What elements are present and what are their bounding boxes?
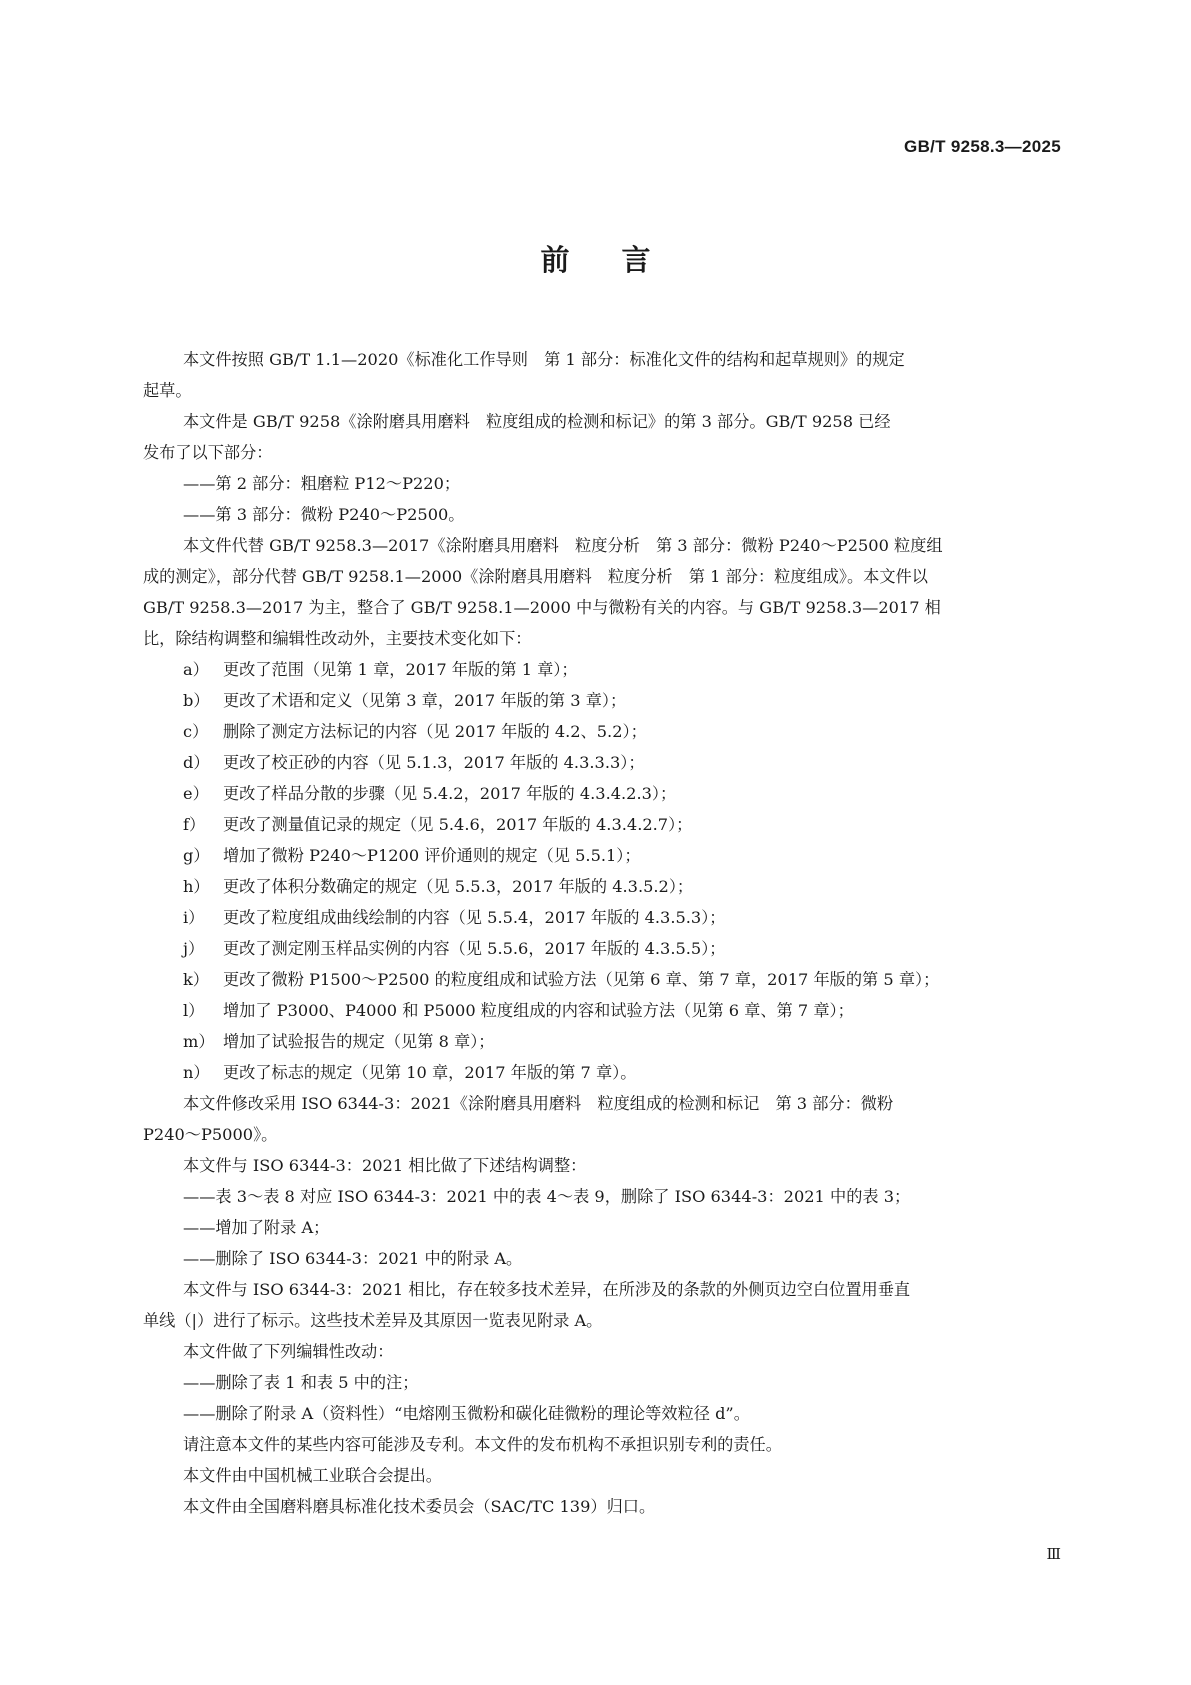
list-item-marker: b）: [183, 691, 210, 710]
paragraph-line: ——删除了表 1 和表 5 中的注；: [183, 1373, 419, 1392]
list-item-text: 增加了 P3000、P4000 和 P5000 粒度组成的内容和试验方法（见第 6 章、第 7 章）；: [223, 1001, 854, 1020]
list-item-marker: g）: [183, 846, 210, 865]
list-item-text: 更改了体积分数确定的规定（见 5.5.3，2017 年版的 4.3.5.2）；: [223, 877, 694, 896]
paragraph-line: 本文件由全国磨料磨具标准化技术委员会（SAC/TC 139）归口。: [183, 1497, 656, 1516]
paragraph-line: 本文件代替 GB/T 9258.3—2017《涂附磨具用磨料 粒度分析 第 3 部分：微粉 P240～P2500 粒度组: [183, 536, 943, 555]
list-item: [143, 685, 1061, 716]
paragraph-line: 本文件按照 GB/T 1.1—2020《标准化工作导则 第 1 部分：标准化文件的结构和起草规则》的规定: [183, 350, 905, 369]
list-item: [143, 1026, 1061, 1057]
standard-code: GB/T 9258.3—2025: [904, 137, 1061, 156]
list-item-marker: h）: [183, 877, 210, 896]
paragraph-continuation-line: 比，除结构调整和编辑性改动外，主要技术变化如下：: [143, 629, 532, 648]
list-item-marker: d）: [183, 753, 210, 772]
paragraph-line: 本文件修改采用 ISO 6344-3：2021《涂附磨具用磨料 粒度组成的检测和标记 第 3 部分：微粉: [183, 1094, 894, 1113]
paragraph-line: ——删除了附录 A（资料性）“电熔刚玉微粉和碳化硅微粉的理论等效粒径 d”。: [183, 1404, 750, 1423]
list-item: [143, 747, 1061, 778]
paragraph-continuation-line: GB/T 9258.3—2017 为主，整合了 GB/T 9258.1—2000 中与微粉有关的内容。与 GB/T 9258.3—2017 相: [143, 598, 941, 617]
document-body: [143, 344, 1061, 1522]
page-number: Ⅲ: [1046, 1545, 1061, 1563]
paragraph-line: ——第 2 部分：粗磨粒 P12～P220；: [183, 474, 461, 493]
list-item-text: 更改了术语和定义（见第 3 章，2017 年版的第 3 章）；: [223, 691, 627, 710]
list-item-text: 删除了测定方法标记的内容（见 2017 年版的 4.2、5.2）；: [223, 722, 647, 741]
paragraph-continuation-line: 成的测定》，部分代替 GB/T 9258.1—2000《涂附磨具用磨料 粒度分析 第 1 部分：粒度组成》。本文件以: [143, 567, 928, 586]
paragraph-line: 本文件与 ISO 6344-3：2021 相比，存在较多技术差异，在所涉及的条款的外侧页边空白位置用垂直: [183, 1280, 911, 1299]
list-item-marker: n）: [183, 1063, 210, 1082]
list-item-text: 增加了试验报告的规定（见第 8 章）；: [223, 1032, 495, 1051]
list-item: [143, 809, 1061, 840]
paragraph-continuation-line: P240～P5000》。: [143, 1125, 278, 1144]
paragraph-line: ——表 3～表 8 对应 ISO 6344-3：2021 中的表 4～表 9，删除了 ISO 6344-3：2021 中的表 3；: [183, 1187, 911, 1206]
list-item-text: 更改了校正砂的内容（见 5.1.3，2017 年版的 4.3.3.3）；: [223, 753, 645, 772]
list-item: [143, 716, 1061, 747]
list-item: [143, 964, 1061, 995]
paragraph-line: ——删除了 ISO 6344-3：2021 中的附录 A。: [183, 1249, 523, 1268]
list-item-text: 更改了标志的规定（见第 10 章，2017 年版的第 7 章）。: [223, 1063, 637, 1082]
page-title: 前言: [540, 243, 703, 277]
list-item-text: 更改了测定刚玉样品实例的内容（见 5.5.6，2017 年版的 4.3.5.5）；: [223, 939, 726, 958]
list-item-text: 更改了微粉 P1500～P2500 的粒度组成和试验方法（见第 6 章、第 7 章，2017 年版的第 5 章）；: [223, 970, 940, 989]
list-item-marker: j）: [183, 939, 205, 958]
paragraph-line: 本文件是 GB/T 9258《涂附磨具用磨料 粒度组成的检测和标记》的第 3 部分。GB/T 9258 已经: [183, 412, 891, 431]
paragraph-continuation-line: 单线（|）进行了标示。这些技术差异及其原因一览表见附录 A。: [143, 1311, 603, 1330]
list-item-text: 更改了粒度组成曲线绘制的内容（见 5.5.4，2017 年版的 4.3.5.3）；: [223, 908, 726, 927]
list-item-marker: e）: [183, 784, 209, 803]
paragraph-line: 本文件做了下列编辑性改动：: [183, 1342, 394, 1361]
list-item-marker: c）: [183, 722, 209, 741]
list-item-text: 更改了测量值记录的规定（见 5.4.6，2017 年版的 4.3.4.2.7）；: [223, 815, 693, 834]
list-item-marker: f）: [183, 815, 206, 834]
paragraph-line: 本文件由中国机械工业联合会提出。: [183, 1466, 442, 1485]
list-item: [143, 902, 1061, 933]
list-item: [143, 840, 1061, 871]
list-item-text: 增加了微粉 P240～P1200 评价通则的规定（见 5.5.1）；: [223, 846, 641, 865]
list-item-marker: l）: [183, 1001, 205, 1020]
list-item: [143, 654, 1061, 685]
list-item-marker: i）: [183, 908, 205, 927]
list-item-text: 更改了范围（见第 1 章，2017 年版的第 1 章）；: [223, 660, 578, 679]
list-item: [143, 995, 1061, 1026]
paragraph-line: 本文件与 ISO 6344-3：2021 相比做了下述结构调整：: [183, 1156, 587, 1175]
paragraph-continuation-line: 起草。: [143, 381, 192, 400]
paragraph-line: 请注意本文件的某些内容可能涉及专利。本文件的发布机构不承担识别专利的责任。: [183, 1435, 782, 1454]
list-item-text: 更改了样品分散的步骤（见 5.4.2，2017 年版的 4.3.4.2.3）；: [223, 784, 677, 803]
list-item: [143, 933, 1061, 964]
paragraph-line: ——增加了附录 A；: [183, 1218, 330, 1237]
list-item: [143, 1057, 1061, 1088]
list-item-marker: a）: [183, 660, 209, 679]
list-item-marker: k）: [183, 970, 209, 989]
list-item: [143, 871, 1061, 902]
paragraph-continuation-line: 发布了以下部分：: [143, 443, 273, 462]
paragraph-line: ——第 3 部分：微粉 P240～P2500。: [183, 505, 465, 524]
list-item: [143, 778, 1061, 809]
list-item-marker: m）: [183, 1032, 215, 1051]
